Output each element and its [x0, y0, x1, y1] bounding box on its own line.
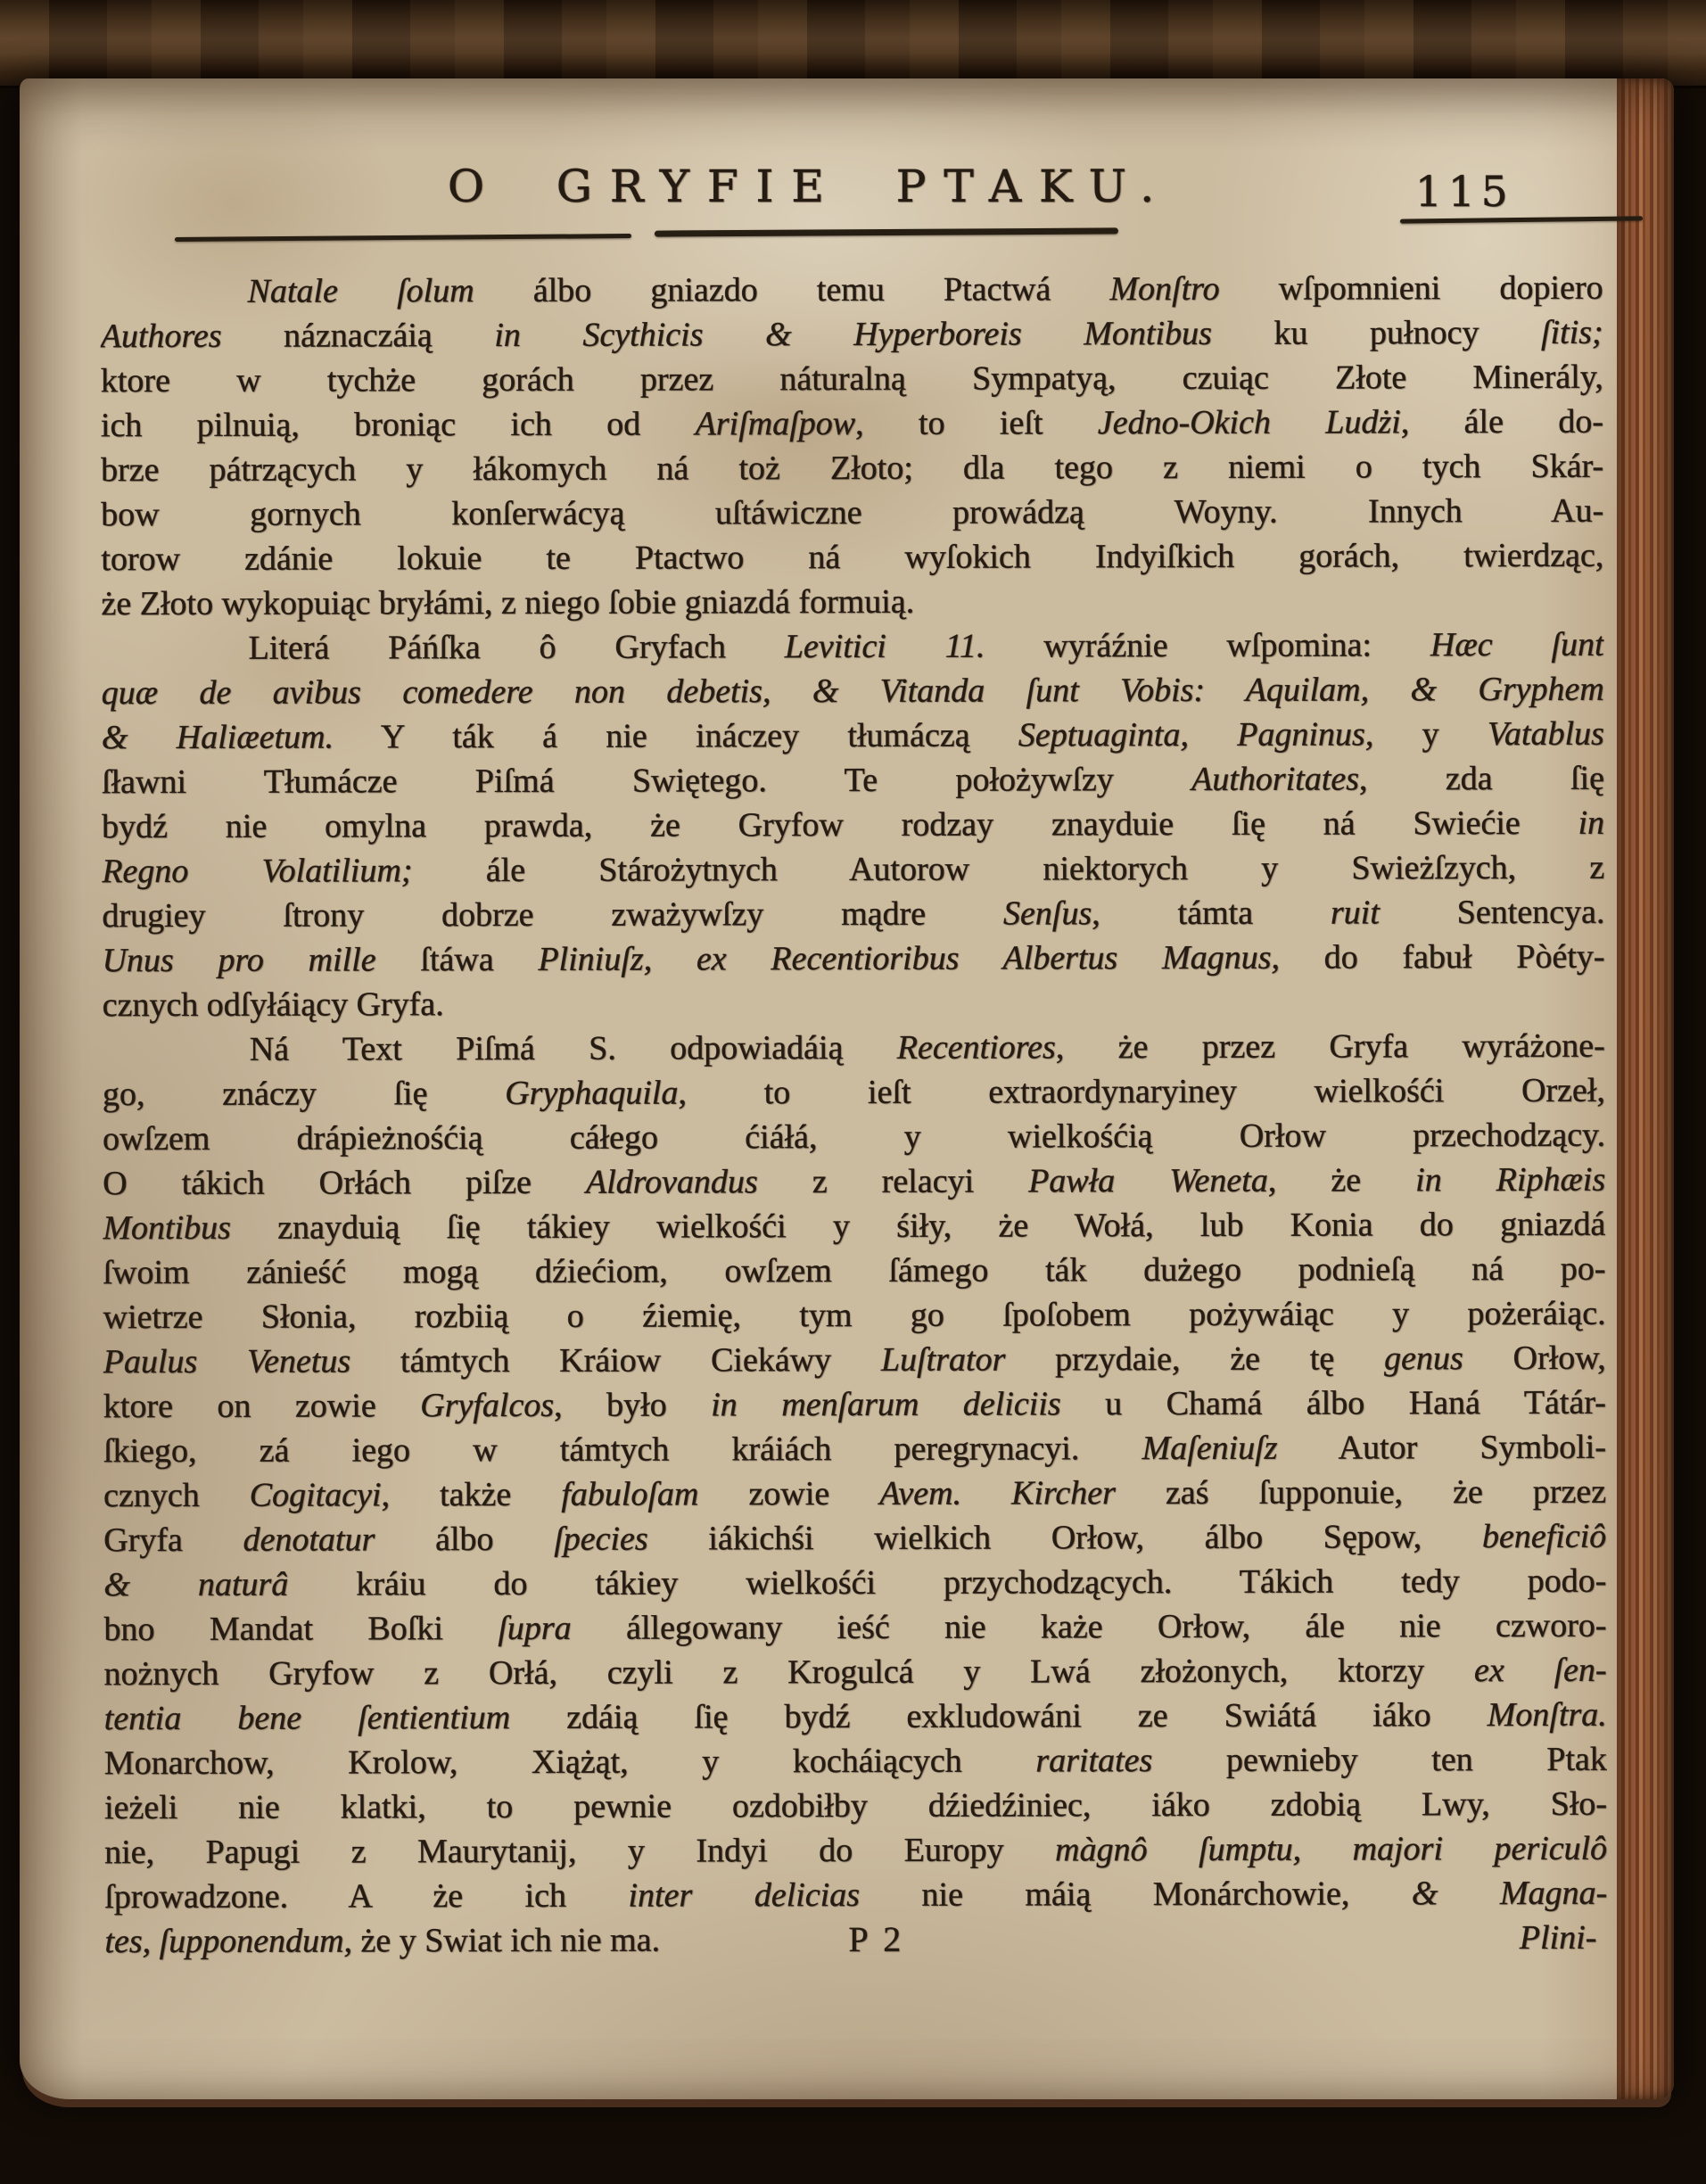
latin-italic-segment: ruit [1330, 894, 1380, 932]
latin-italic-segment: beneficiô [1481, 1517, 1607, 1556]
text-segment: Monarchow, Krolow, Xiążąt, y kocháiących [103, 1742, 1036, 1783]
page-number: 115 [1415, 168, 1514, 217]
text-line [103, 1559, 1606, 1607]
latin-italic-segment: Monſtra. [1487, 1695, 1607, 1735]
text-segment: ich pilnuią, broniąc ich od [100, 405, 696, 445]
text-segment: zdáią ſię bydź exkludowáni ze Swiátá iáko [510, 1696, 1488, 1737]
text-segment: ále Stárożytnych Autorow niektorych y Swieżſzych, z [412, 848, 1605, 890]
text-segment: go, znáczy ſię [102, 1075, 506, 1114]
header-rule-mid [655, 227, 1118, 236]
latin-italic-segment: Pawła Weneta [1028, 1161, 1268, 1200]
text-line [101, 578, 1603, 626]
latin-italic-segment: genus [1384, 1339, 1463, 1378]
text-segment: Orłow, [1463, 1339, 1606, 1378]
text-segment: ktore w tychże gorách przez náturalną Sympatyą, czuiąc Złote Minerály, [100, 358, 1603, 400]
text-segment: álbo gniazdo temu Ptactwá [474, 270, 1110, 310]
text-segment: ſwoim zánieść mogą dźiećiom, owſzem ſámego ták dużego podnieſą ná po- [103, 1249, 1606, 1292]
text-segment: Sentencya. [1379, 893, 1605, 932]
text-line [103, 1113, 1605, 1161]
latin-italic-segment: Hæc ſunt [1430, 625, 1604, 664]
latin-italic-segment: ſitis; [1540, 313, 1603, 351]
latin-italic-segment: ſupra [498, 1609, 572, 1648]
text-segment: przydaie, że tę [1005, 1339, 1385, 1379]
text-line [104, 1737, 1607, 1785]
text-segment: , zda ſię [1358, 759, 1605, 798]
text-line [101, 444, 1603, 492]
latin-italic-segment: Avem. Kircher [879, 1474, 1116, 1512]
latin-italic-segment: inter delicias [628, 1875, 861, 1915]
body-text [101, 266, 1608, 1964]
text-segment: ſprowadzone. A że ich [104, 1876, 629, 1916]
latin-italic-segment: Authores [100, 317, 222, 356]
latin-italic-segment: Cogitacyi [249, 1476, 382, 1514]
text-line [102, 935, 1604, 983]
text-segment: u Chamá álbo Haná Tátár- [1060, 1383, 1606, 1423]
text-segment: brze pátrzących y łákomych ná toż Złoto; dla tego z niemi o tych Skár- [101, 447, 1604, 490]
text-segment: zowie [698, 1474, 880, 1513]
latin-italic-segment: Jedno-Okich Ludżi [1097, 403, 1401, 442]
latin-italic-segment: Luſtrator [880, 1340, 1006, 1379]
latin-italic-segment: fabuloſam [561, 1475, 699, 1513]
text-segment: bydź nie omylna prawda, że Gryfow rodzay znayduie ſię ná Swiećie [102, 804, 1578, 846]
text-segment: ktore on zowie [103, 1387, 421, 1426]
signature-mark: P 2 [848, 1918, 905, 1960]
latin-italic-segment: Montibus [103, 1208, 231, 1248]
text-segment: bno Mandat Boſki [103, 1610, 499, 1649]
text-line [104, 1871, 1607, 1919]
latin-italic-segment: Regno Volatilium; [102, 852, 413, 891]
text-line [103, 1247, 1605, 1295]
text-line [103, 1514, 1606, 1562]
text-line [102, 801, 1604, 849]
latin-italic-segment: Gryfalcos [420, 1386, 555, 1425]
latin-italic-segment: Recentiores [896, 1028, 1056, 1067]
latin-italic-segment: Maſeniuſz [1141, 1429, 1278, 1468]
latin-italic-segment: denotatur [243, 1521, 375, 1559]
text-segment: náznaczáią [221, 317, 495, 355]
text-line [103, 1068, 1605, 1117]
text-segment: álbo [375, 1520, 555, 1559]
text-segment: ſławni Tłumácze Piſmá Swiętego. Te położywſzy [101, 761, 1192, 802]
text-segment: állegowany ieść nie każe Orłow, ále nie czworo- [571, 1606, 1607, 1647]
latin-italic-segment: quæ de avibus comedere non debetis, & Vitanda ſunt Vobis: Aquilam, & Gryphem [101, 670, 1604, 713]
text-line [101, 266, 1603, 314]
catchword: Plini- [1519, 1918, 1597, 1957]
latin-italic-segment: & Haliæetum. [101, 718, 334, 757]
text-segment: , to ieſt [855, 404, 1098, 442]
text-segment: Y ták á nie ináczey tłumáczą [334, 716, 1018, 756]
header-rule-right [1400, 216, 1643, 223]
text-line [103, 979, 1605, 1027]
text-segment: znayduią ſię tákiey wielkośći y śiły, że Wołá, lub Konia do gniazdá [230, 1205, 1606, 1247]
latin-italic-segment: Levitici 11. [784, 627, 985, 666]
latin-italic-segment: Monſtro [1109, 269, 1220, 309]
text-segment: , także [381, 1475, 562, 1514]
text-line [104, 1648, 1607, 1696]
latin-italic-segment: màgnô ſumptu, majori periculô [1055, 1829, 1608, 1869]
latin-italic-segment: Natale ſolum [247, 272, 474, 310]
text-segment: Literá Páńſka ô Gryfach [248, 628, 785, 667]
text-segment: támtych Kráiow Ciekáwy [350, 1340, 881, 1380]
text-segment: owſzem drápieżnośćią cáłego ćiáłá, y wielkośćią Orłow przechodzący. [103, 1116, 1606, 1158]
text-segment: nie, Papugi z Maurytanij, y Indyi do Europy [104, 1831, 1056, 1872]
latin-italic-segment: Septuaginta, Pagninus, [1018, 715, 1374, 754]
latin-italic-segment: tentia bene ſentientium [103, 1699, 511, 1738]
text-segment: Autor Symboli- [1277, 1428, 1607, 1467]
latin-italic-segment: Gryphaquila [505, 1074, 679, 1113]
text-segment: cznych [103, 1476, 250, 1515]
latin-italic-segment: Senſus [1002, 894, 1092, 933]
text-line [104, 1826, 1607, 1875]
text-line [102, 712, 1604, 760]
text-line [103, 1202, 1605, 1250]
text-segment: , że przez Gryfa wyráżone- [1055, 1026, 1605, 1067]
latin-italic-segment: in Riphæis [1415, 1160, 1606, 1199]
text-line [103, 1425, 1606, 1473]
latin-italic-segment: & Magna- [1411, 1874, 1608, 1913]
latin-italic-segment: ſpecies [554, 1520, 648, 1558]
latin-italic-segment: ex ſen- [1473, 1651, 1607, 1690]
text-segment: z relacyi [757, 1162, 1029, 1201]
latin-italic-segment: in menſarum deliciis [711, 1385, 1061, 1424]
text-segment: ieżeli nie klatki, to pewnie ozdobiłby dźiedźiniec, iáko zdobią Lwy, Sło- [103, 1784, 1608, 1827]
text-line [101, 489, 1603, 537]
text-segment: , ále do- [1400, 402, 1604, 441]
text-segment: nie máią Monárchowie, [859, 1875, 1412, 1914]
latin-italic-segment: Paulus Venetus [103, 1342, 351, 1381]
text-segment: że Złoto wykopuiąc bryłámi, z niego ſobie gniazdá formuią. [101, 582, 915, 623]
text-segment: do fabuł Pòéty- [1279, 937, 1605, 977]
text-segment: , to ieſt extraordynaryiney wielkośći Orzeł, [678, 1071, 1605, 1112]
text-line [103, 1380, 1606, 1429]
latin-italic-segment: Unus pro mille [102, 941, 376, 980]
text-segment: ſkiego, zá iego w támtych kráiách peregrynacyi. [103, 1430, 1142, 1471]
latin-italic-segment: tes, ſupponendum, [104, 1922, 353, 1961]
foot-line [104, 1916, 1607, 1964]
text-line [103, 1291, 1606, 1339]
text-segment: Gryfa [103, 1521, 243, 1560]
text-segment: , támta [1092, 894, 1331, 933]
latin-italic-segment: in [1578, 804, 1605, 842]
text-line [101, 400, 1603, 448]
text-segment: O tákich Orłách piſze [103, 1163, 587, 1203]
latin-italic-segment: raritates [1035, 1742, 1153, 1780]
text-segment: nożnych Gryfow z Orłá, czyli z Krogulcá y Lwá złożonych, ktorzy [103, 1652, 1475, 1694]
text-segment: , że [1267, 1161, 1416, 1199]
text-segment: ſtáwa [375, 940, 539, 979]
text-line [102, 890, 1604, 938]
text-segment: , było [554, 1386, 712, 1424]
text-segment: wſpomnieni dopiero [1219, 268, 1603, 308]
text-line [102, 756, 1604, 804]
text-line [101, 533, 1603, 581]
text-line [102, 667, 1604, 715]
text-line [103, 1158, 1605, 1206]
text-segment: wyráźnie wſpomina: [985, 626, 1431, 665]
latin-italic-segment: Authoritates [1191, 760, 1360, 799]
book-page [20, 78, 1674, 2099]
latin-italic-segment: Ariſmaſpow [695, 404, 856, 443]
latin-italic-segment: in Scythicis & Hyperboreis Montibus [494, 314, 1212, 355]
page-content [20, 78, 1674, 2099]
text-segment: y [1373, 715, 1488, 754]
text-segment: torow zdánie lokuie te Ptactwo ná wyſokich Indyiſkich gorách, twierdząc, [101, 536, 1604, 579]
text-segment: zaś ſupponuie, że przez [1115, 1472, 1607, 1512]
text-segment: ku pułnocy [1211, 313, 1542, 352]
latin-italic-segment: Aldrovandus [585, 1163, 758, 1201]
text-line [104, 1782, 1607, 1830]
text-line [102, 845, 1604, 894]
text-line [104, 1693, 1607, 1741]
text-line [103, 1470, 1606, 1518]
text-segment: że y Swiat ich nie ma. [351, 1921, 661, 1960]
text-segment: pewnieby ten Ptak [1152, 1740, 1607, 1780]
text-segment: bow gornych konſerwácyą uſtáwiczne prowádzą Woyny. Innych Au- [101, 491, 1604, 534]
text-segment: iákichśi wielkich Orłow, álbo Sępow, [647, 1518, 1483, 1558]
text-line [101, 355, 1603, 403]
text-line [103, 1024, 1605, 1072]
text-segment: drugiey ſtrony dobrze zważywſzy mądre [102, 894, 1004, 935]
text-line [101, 310, 1603, 359]
text-line [103, 1336, 1606, 1384]
text-line [102, 622, 1604, 671]
text-segment: wietrze Słonia, rozbiią o źiemię, tym go ſpoſobem pożywáiąc y pożeráiąc. [103, 1294, 1606, 1337]
header-rule-left [175, 234, 631, 242]
text-line [103, 1603, 1606, 1652]
book-board-top [0, 0, 1706, 88]
page-title: O GRYFIE PTAKU. [448, 161, 1173, 212]
text-segment: kráiu do tákiey wielkośći przychodzących. Tákich tedy podo- [288, 1562, 1607, 1603]
latin-italic-segment: & naturâ [103, 1565, 289, 1604]
latin-italic-segment: Pliniuſz, ex Recentioribus Albertus Magnus, [538, 938, 1281, 978]
text-segment: cznych odſyłáiący Gryfa. [102, 985, 444, 1025]
latin-italic-segment: Vatablus [1487, 714, 1604, 754]
text-segment: Ná Text Piſmá S. odpowiadáią [249, 1028, 897, 1068]
